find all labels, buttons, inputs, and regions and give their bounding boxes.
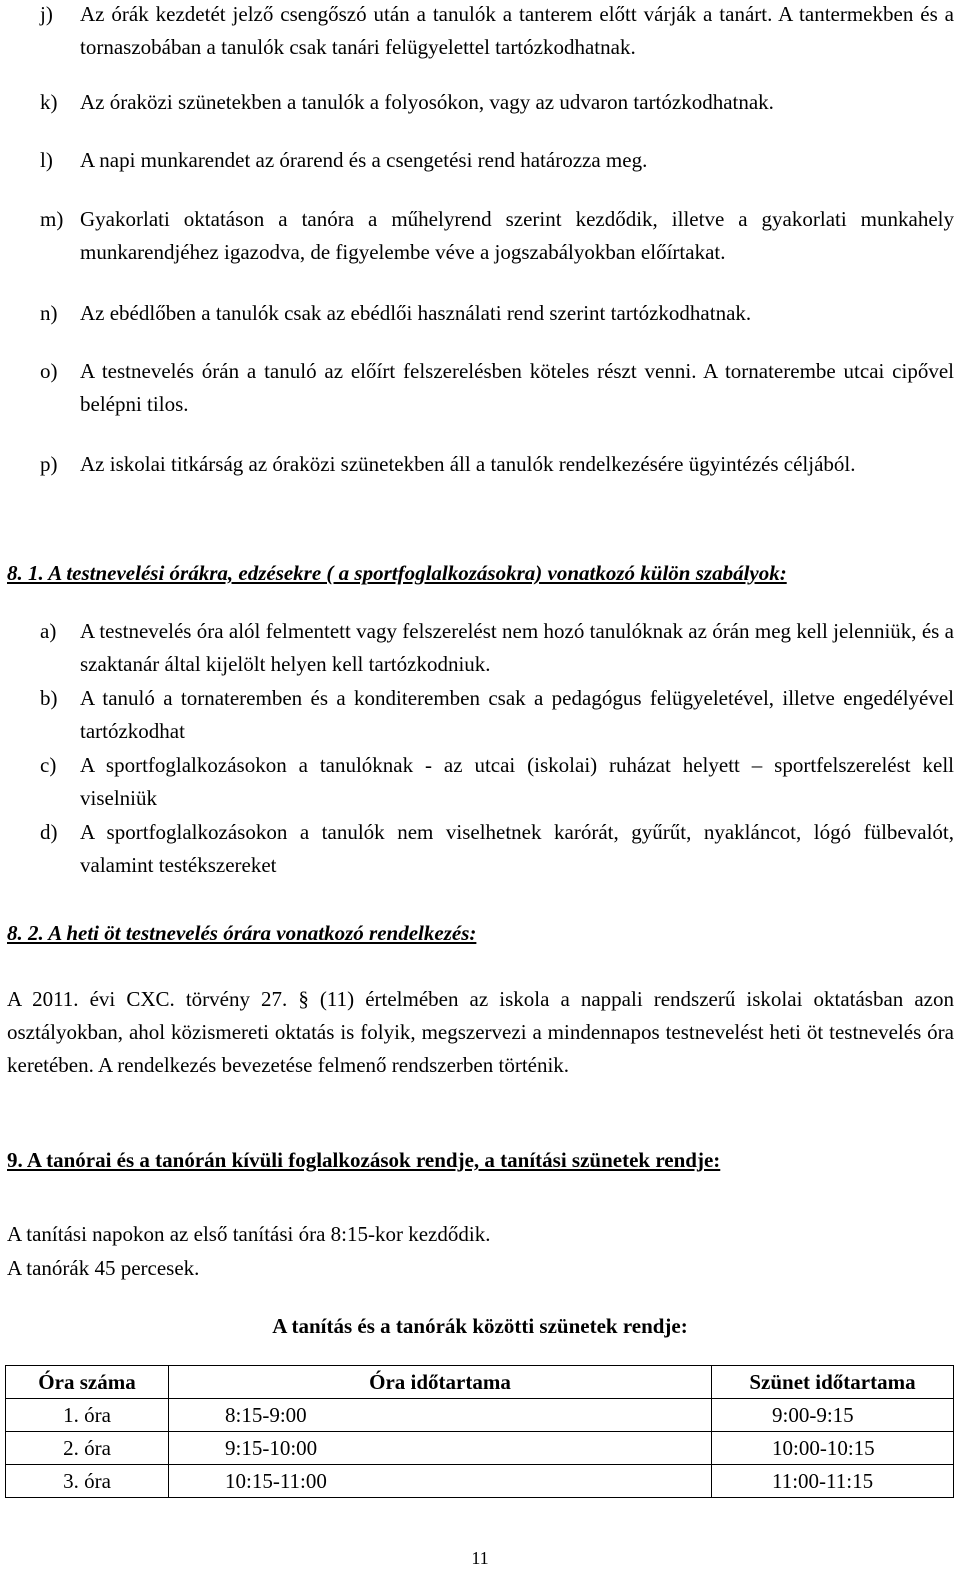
section-8-2-paragraph: A 2011. évi CXC. törvény 27. § (11) értelmében az iskola a nappali rendszerű iskolai oktatásban azon osztályokban, ahol közismereti oktatás is folyik, megszervezi a mindennapos testnevelést heti öt testnevelés óra keretében. A rendelkezés bevezetése felmenő rendszerben történik. — [7, 987, 954, 1077]
list-text: A sportfoglalkozásokon a tanulók nem viselhetnek karórát, gyűrűt, nyakláncot, lógó fülbevalót, valamint testékszereket — [80, 820, 954, 877]
list-label: k) — [40, 90, 58, 114]
schedule-table — [5, 1365, 954, 1498]
list-text: Az iskolai titkárság az óraközi szünetekben áll a tanulók rendelkezésére ügyintézés céljából. — [80, 452, 856, 476]
list-label: c) — [40, 753, 57, 777]
list-text: Az ebédlőben a tanulók csak az ebédlői használati rend szerint tartózkodhatnak. — [80, 301, 752, 325]
column-header: Óra időtartama — [169, 1366, 712, 1399]
list-text: Gyakorlati oktatáson a tanóra a műhelyrend szerint kezdődik, illetve a gyakorlati munkahely munkarendjéhez igazodva, de figyelembe véve a jogszabályokban előírtakat. — [80, 207, 954, 264]
section-heading-8-2: 8. 2. A heti öt testnevelés órára vonatkozó rendelkezés: — [7, 921, 477, 945]
list-label: j) — [40, 2, 53, 26]
table-cell: 3. óra — [6, 1465, 169, 1498]
list-label: d) — [40, 820, 58, 844]
list-label: a) — [40, 619, 57, 643]
table-title: A tanítás és a tanórák közötti szünetek rendje: — [272, 1314, 688, 1338]
list-item-l — [40, 144, 954, 177]
list-label: o) — [40, 359, 58, 383]
section-heading-8-1: 8. 1. A testnevelési órákra, edzésekre ( a sportfoglalkozásokra) vonatkozó külön szabályok: — [7, 561, 787, 585]
table-cell: 8:15-9:00 — [169, 1399, 712, 1432]
table-row — [6, 1432, 954, 1465]
list-item-b — [40, 682, 954, 748]
section-9-line-1: A tanítási napokon az első tanítási óra 8:15-kor kezdődik. — [7, 1222, 491, 1246]
page-number: 11 — [471, 1548, 489, 1568]
section-heading-9: 9. A tanórai és a tanórán kívüli foglalkozások rendje, a tanítási szünetek rendje: — [7, 1148, 721, 1172]
table-cell: 11:00-11:15 — [712, 1465, 954, 1498]
table-row — [6, 1399, 954, 1432]
table-header-row — [6, 1366, 954, 1399]
section-9-line-2: A tanórák 45 percesek. — [7, 1256, 200, 1280]
list-text: Az órák kezdetét jelző csengőszó után a tanulók a tanterem előtt várják a tanárt. A tantermekben és a tornaszobában a tanulók csak tanári felügyelettel tartózkodhatnak. — [80, 2, 954, 59]
column-header: Szünet időtartama — [712, 1366, 954, 1399]
list-item-c — [40, 749, 954, 815]
table-cell: 9:00-9:15 — [712, 1399, 954, 1432]
column-header: Óra száma — [6, 1366, 169, 1399]
table-cell: 9:15-10:00 — [169, 1432, 712, 1465]
list-text: A sportfoglalkozásokon a tanulóknak - az utcai (iskolai) ruházat helyett – sportfelszerelést kell viselniük — [80, 753, 954, 810]
list-text: A testnevelés órán a tanuló az előírt felszerelésben köteles részt venni. A tornaterembe utcai cipővel belépni tilos. — [80, 359, 954, 416]
list-label: b) — [40, 686, 58, 710]
list-item-o — [40, 355, 954, 421]
list-item-n — [40, 297, 954, 330]
list-item-d — [40, 816, 954, 882]
list-item-a — [40, 615, 954, 681]
list-label: n) — [40, 301, 58, 325]
list-label: m) — [40, 207, 64, 231]
list-text: Az óraközi szünetekben a tanulók a folyosókon, vagy az udvaron tartózkodhatnak. — [80, 90, 774, 114]
list-item-k — [40, 86, 954, 119]
list-item-p — [40, 448, 954, 481]
table-row — [6, 1465, 954, 1498]
list-label: p) — [40, 452, 58, 476]
table-cell: 10:00-10:15 — [712, 1432, 954, 1465]
table-cell: 10:15-11:00 — [169, 1465, 712, 1498]
table-cell: 2. óra — [6, 1432, 169, 1465]
table-cell: 1. óra — [6, 1399, 169, 1432]
list-text: A tanuló a tornateremben és a konditeremben csak a pedagógus felügyeletével, illetve engedélyével tartózkodhat — [80, 686, 954, 743]
list-item-j — [40, 0, 954, 64]
list-label: l) — [40, 148, 53, 172]
list-item-m — [40, 203, 954, 269]
list-text: A napi munkarendet az órarend és a csengetési rend határozza meg. — [80, 148, 648, 172]
list-text: A testnevelés óra alól felmentett vagy felszerelést nem hozó tanulóknak az órán meg kell jelenniük, és a szaktanár által kijelölt helyen kell tartózkodniuk. — [80, 619, 954, 676]
